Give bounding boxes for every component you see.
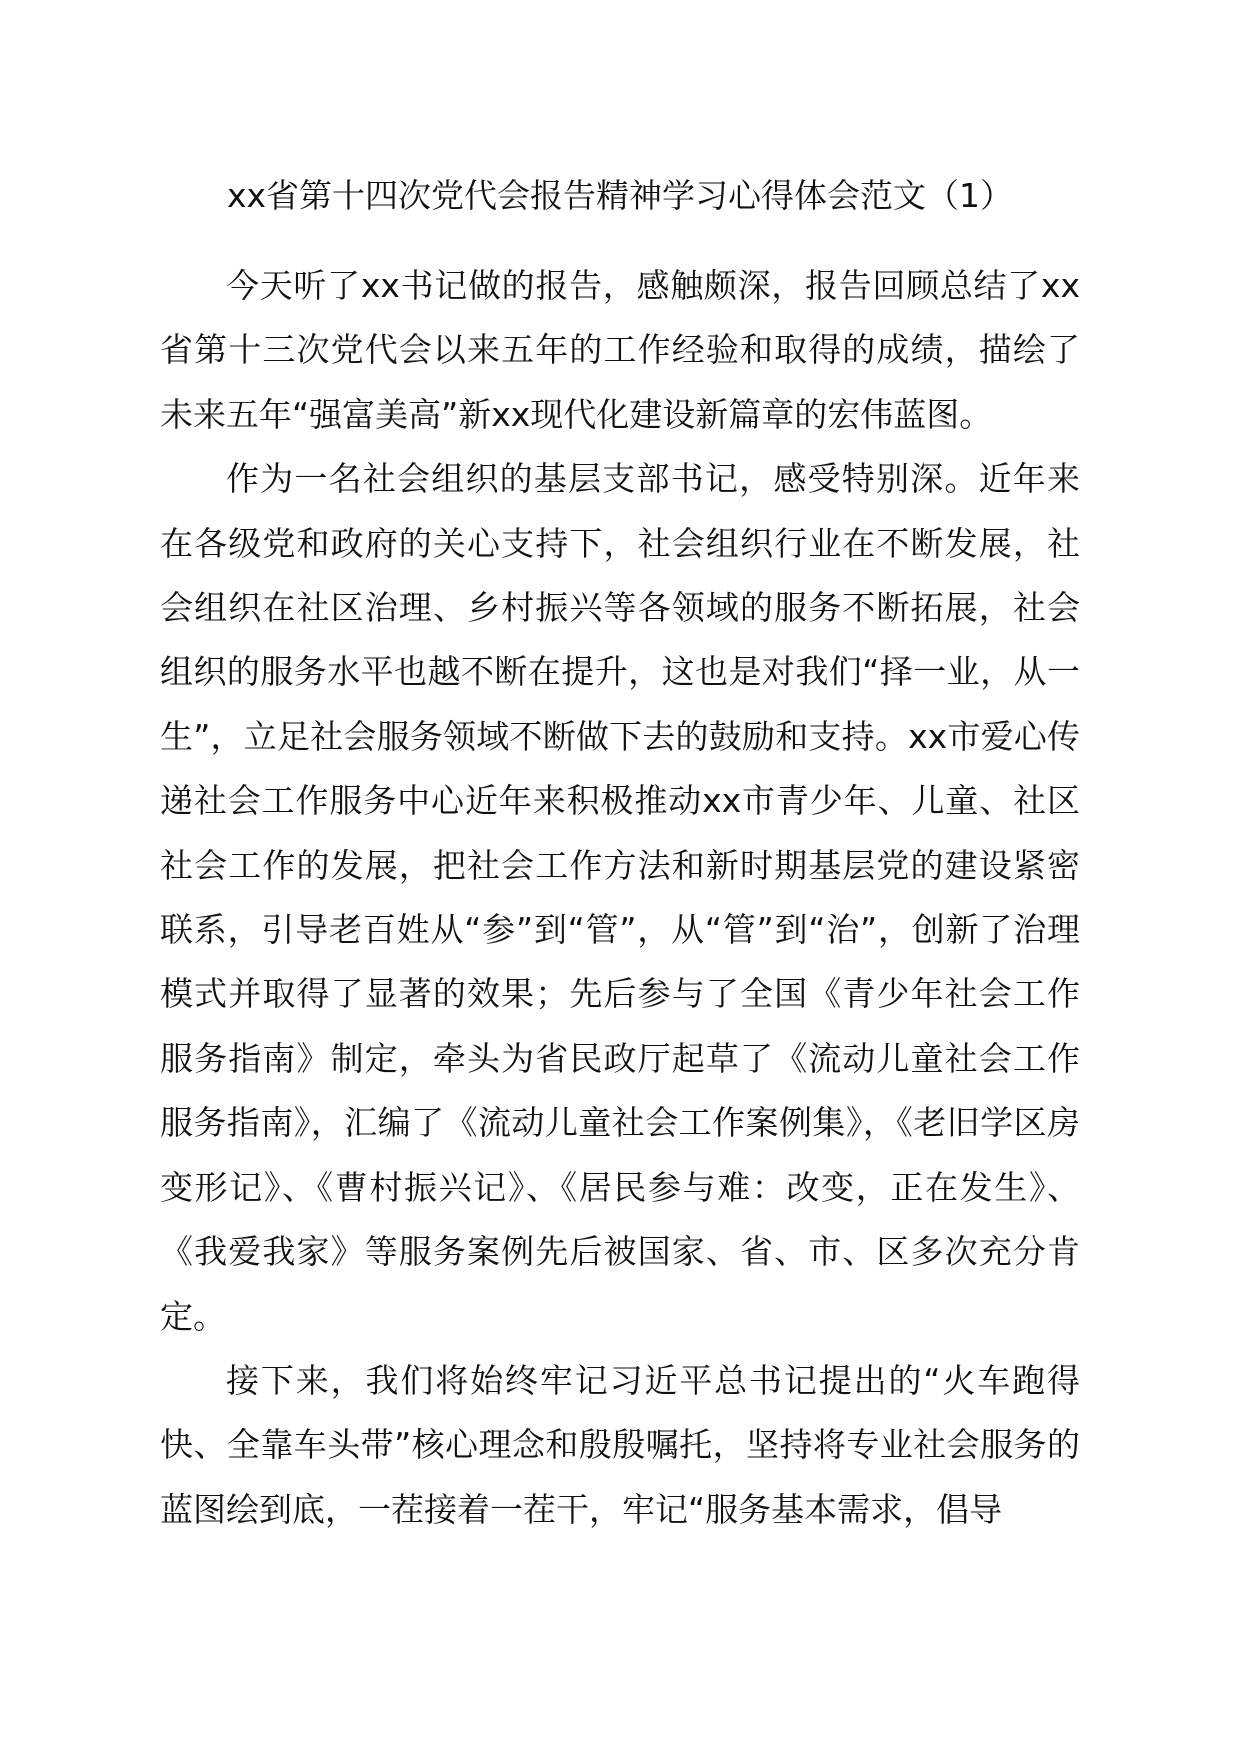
paragraph-3: 接下来，我们将始终牢记习近平总书记提出的“火车跑得快、全靠车头带”核心理念和殷殷嘱托，坚持将专业社会服务的蓝图绘到底，一茬接着一茬干，牢记“服务基本需求，倡导 (160, 1360, 1080, 1529)
document-body (160, 254, 1080, 1542)
paragraph-1: 今天听了xx书记做的报告，感触颇深，报告回顾总结了xx省第十三次党代会以来五年的工作经验和取得的成绩，描绘了未来五年“强富美高”新xx现代化建设新篇章的宏伟蓝图。 (160, 266, 1080, 434)
document-title: xx省第十四次党代会报告精神学习心得体会范文（1） (226, 176, 1014, 215)
paragraph-2: 作为一名社会组织的基层支部书记，感受特别深。近年来在各级党和政府的关心支持下，社会组织行业在不断发展，社会组织在社区治理、乡村振兴等各领域的服务不断拓展，社会组织的服务水平也越不断在提升，这也是对我们“择一业，从一生”，立足社会服务领域不断做下去的鼓励和支持。xx市爱心传递社会工作服务中心近年来积极推动xx市青少年、儿童、社区社会工作的发展，把社会工作方法和新时期基层党的建设紧密联系，引导老百姓从“参”到“管”，从“管”到“治”，创新了治理模式并取得了显著的效果；先后参与了全国《青少年社会工作服务指南》制定，牵头为省民政厅起草了《流动儿童社会工作服务指南》，汇编了《流动儿童社会工作案例集》，《老旧学区房变形记》、《曹村振兴记》、《居民参与难：改变，正在发生》、《我爱我家》等服务案例先后被国家、省、市、区多次充分肯定。 (160, 459, 1080, 1336)
